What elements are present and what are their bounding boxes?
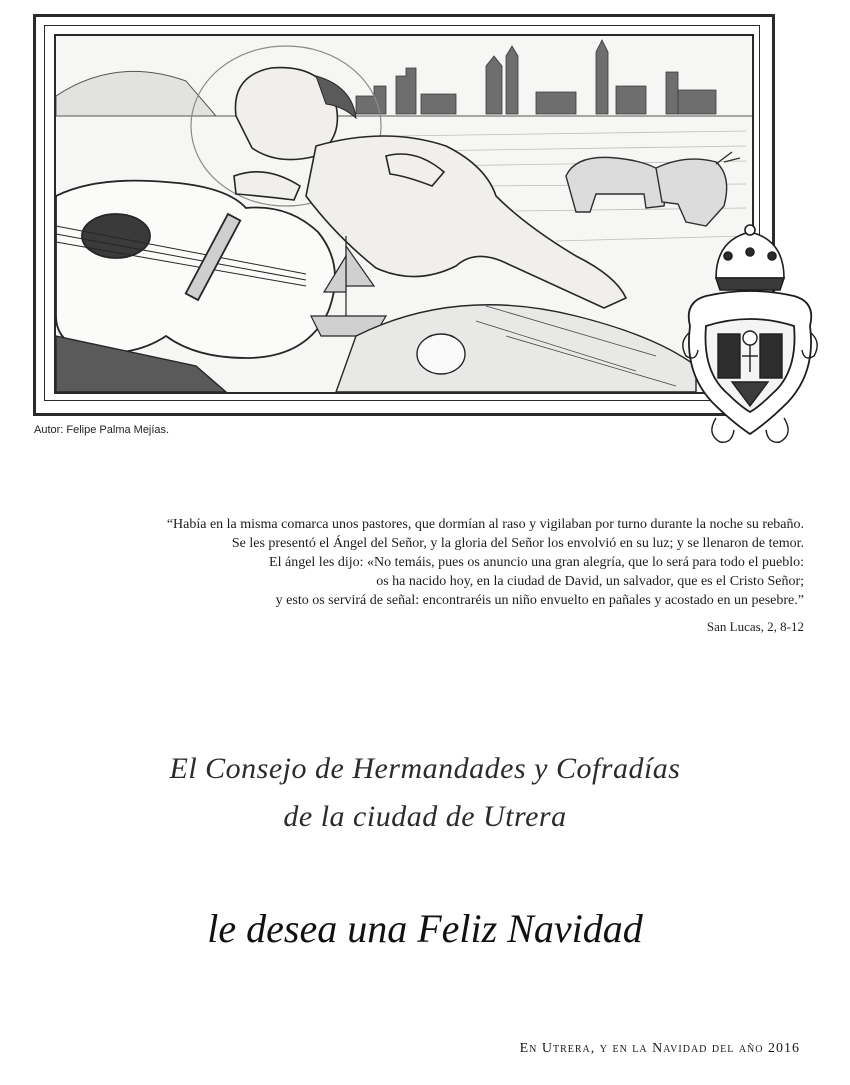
place-date-line: En Utrera, y en la Navidad del año 2016 (519, 1041, 800, 1056)
council-name-line-1: El Consejo de Hermandades y Cofradías (169, 752, 681, 785)
quote-citation: San Lucas, 2, 8-12 (706, 619, 804, 634)
illustration-caption: Autor: Felipe Palma Mejías. (34, 424, 170, 436)
council-name-line-2: de la ciudad de Utrera (283, 800, 567, 833)
quote-line: Se les presentó el Ángel del Señor, y la gloria del Señor los envolvió en su luz; y se llenaron de temor. (231, 536, 804, 551)
quote-line: El ángel les dijo: «No temáis, pues os anuncio una gran alegría, que lo será para todo el pueblo: (269, 555, 804, 570)
illustration-drawing (56, 36, 752, 392)
gospel-quote (44, 515, 804, 610)
quote-line: y esto os servirá de señal: encontraréis un niño envuelto en pañales y acostado en un pesebre.” (275, 593, 804, 608)
christmas-greeting: le desea una Feliz Navidad (207, 906, 643, 951)
crest-drawing (676, 222, 824, 448)
quote-line: “Había en la misma comarca unos pastores, que dormían al raso y vigilaban por turno durante la noche su rebaño. (166, 517, 804, 532)
quote-line: os ha nacido hoy, en la ciudad de David, un salvador, que es el Cristo Señor; (376, 574, 804, 589)
nativity-illustration (54, 34, 754, 394)
coat-of-arms-crest (676, 222, 824, 448)
